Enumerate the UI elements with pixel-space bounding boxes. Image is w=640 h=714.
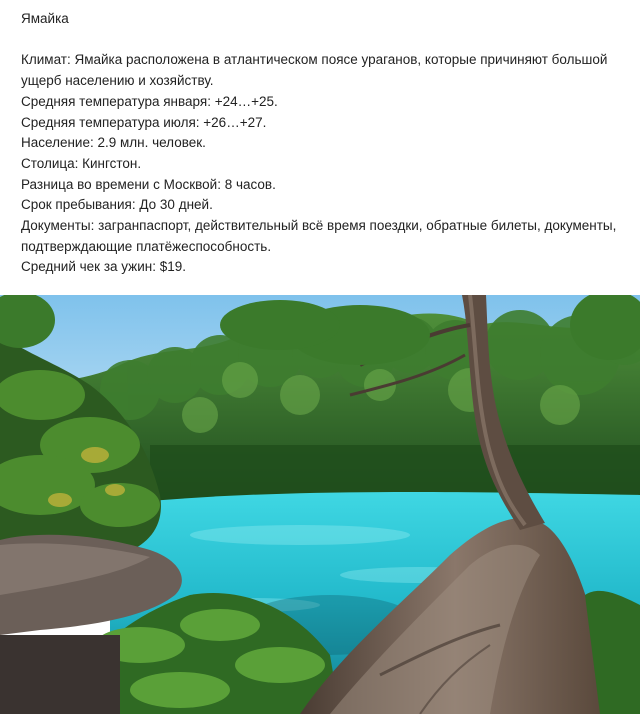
info-line-documents: Документы: загранпаспорт, действительный всё время поездки, обратные билеты, документы, подтверждающие платёжеспособность. xyxy=(21,218,617,254)
info-line-july-temp: Средняя температура июля: +26…+27. xyxy=(21,114,267,130)
article-text xyxy=(21,9,621,278)
info-line-population: Население: 2.9 млн. человек. xyxy=(21,135,206,151)
lagoon-photo xyxy=(0,295,640,714)
info-line-climate: Климат: Ямайка расположена в атлантическом поясе ураганов, которые причиняют большой ущерб населению и хозяйству. xyxy=(21,52,608,89)
info-line-dinner-price: Средний чек за ужин: $19. xyxy=(21,259,186,275)
info-line-capital: Столица: Кингстон. xyxy=(21,155,142,171)
info-line-stay-duration: Срок пребывания: До 30 дней. xyxy=(21,197,213,213)
info-line-time-difference: Разница во времени с Москвой: 8 часов. xyxy=(21,176,276,192)
article-title: Ямайка xyxy=(21,11,69,26)
info-line-january-temp: Средняя температура января: +24…+25. xyxy=(21,93,278,109)
